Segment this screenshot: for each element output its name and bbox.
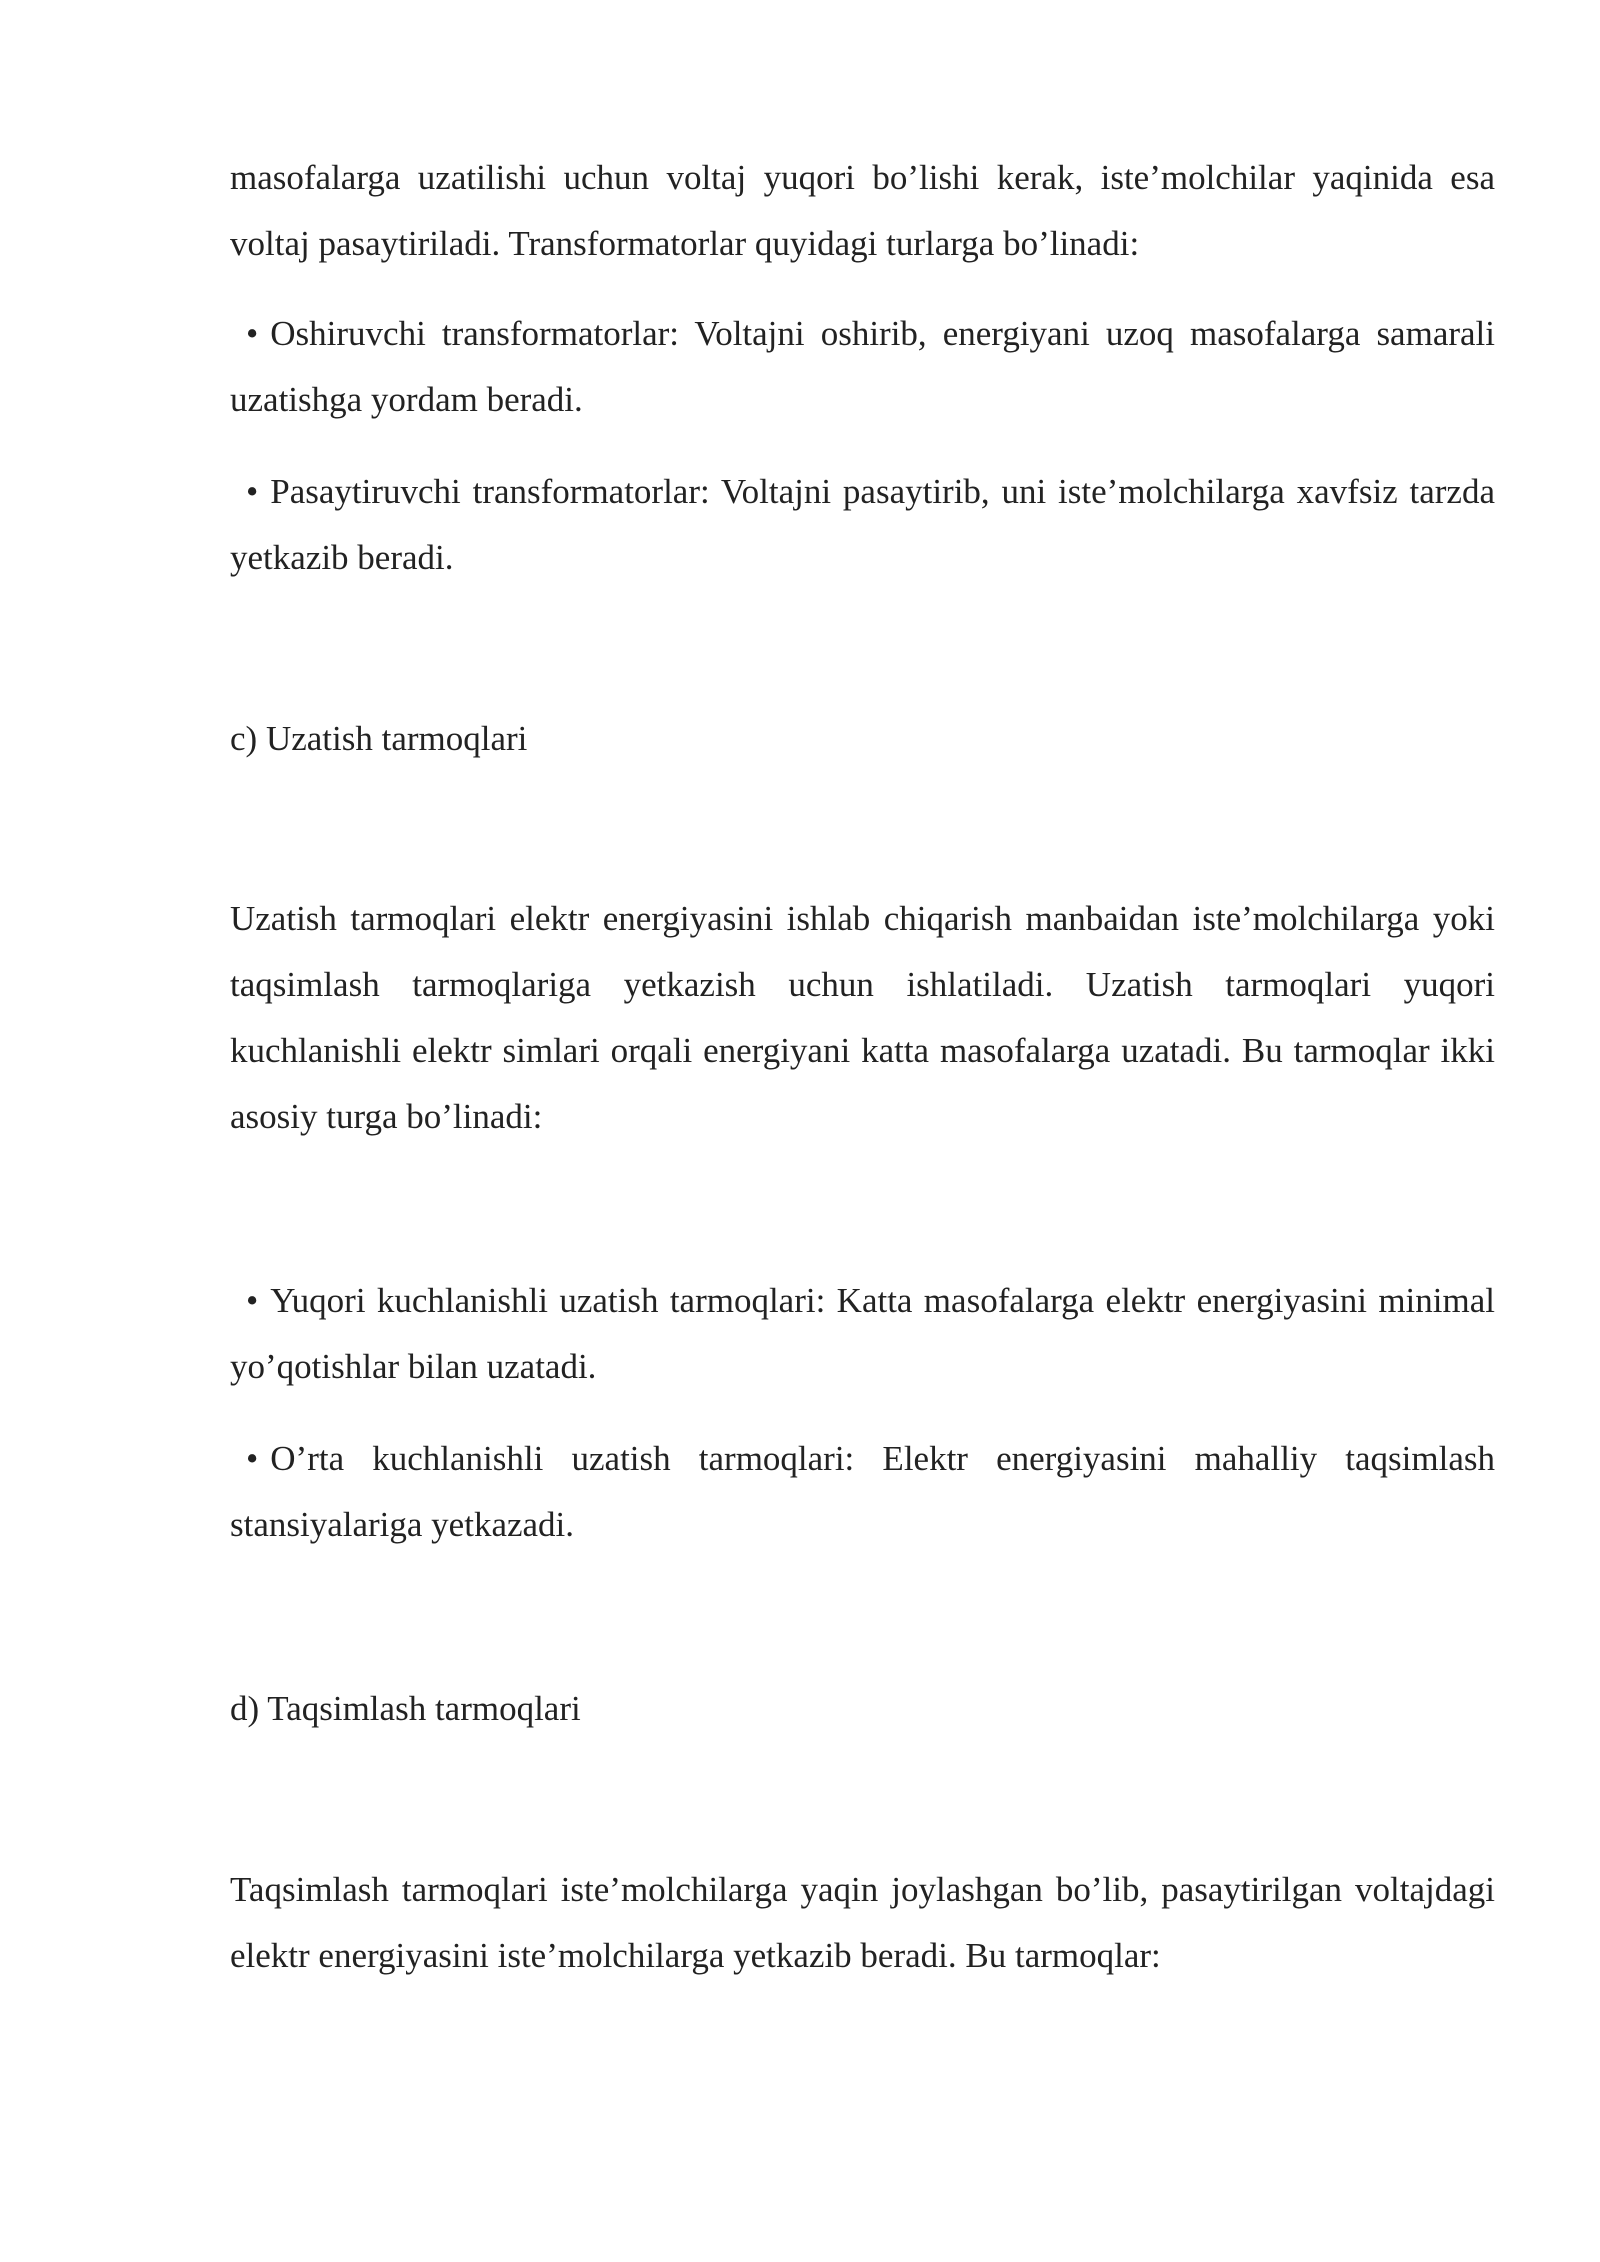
list-item-high-voltage — [230, 1268, 1495, 1400]
paragraph-transformer-intro: masofalarga uzatilishi uchun voltaj yuqori bo’lishi kerak, iste’molchilar yaqinida esa voltaj pasaytiriladi. Transformatorlar quyidagi turlarga bo’linadi: — [230, 158, 1495, 263]
bullet-icon: • — [246, 314, 259, 353]
bullet-icon: • — [246, 1439, 259, 1478]
list-item-step-up-transformers — [230, 301, 1495, 433]
section-heading-transmission: c) Uzatish tarmoqlari — [230, 719, 528, 758]
list-item-text: Pasaytiruvchi transformatorlar: Voltajni pasaytirib, uni iste’molchilarga xavfsiz tarzda yetkazib beradi. — [230, 472, 1495, 577]
paragraph-distribution-networks: Taqsimlash tarmoqlari iste’molchilarga yaqin joylashgan bo’lib, pasaytirilgan voltajdagi elektr energiyasini iste’molchilarga yetkazib beradi. Bu tarmoqlar: — [230, 1870, 1495, 1975]
list-item-text: Oshiruvchi transformatorlar: Voltajni oshirib, energiyani uzoq masofalarga samarali uzatishga yordam beradi. — [230, 314, 1495, 419]
section-heading-distribution: d) Taqsimlash tarmoqlari — [230, 1689, 581, 1728]
bullet-icon: • — [246, 1281, 259, 1320]
list-item-text: O’rta kuchlanishli uzatish tarmoqlari: Elektr energiyasini mahalliy taqsimlash stansiyalariga yetkazadi. — [230, 1439, 1495, 1544]
list-item-step-down-transformers — [230, 459, 1495, 591]
list-item-medium-voltage — [230, 1426, 1495, 1558]
bullet-icon: • — [246, 472, 259, 511]
paragraph-transmission-networks: Uzatish tarmoqlari elektr energiyasini ishlab chiqarish manbaidan iste’molchilarga yoki taqsimlash tarmoqlariga yetkazish uchun ishlatiladi. Uzatish tarmoqlari yuqori kuchlanishli elektr simlari orqali energiyani katta masofalarga uzatadi. Bu tarmoqlar ikki asosiy turga bo’linadi: — [230, 899, 1495, 1136]
list-item-text: Yuqori kuchlanishli uzatish tarmoqlari: Katta masofalarga elektr energiyasini minimal yo’qotishlar bilan uzatadi. — [230, 1281, 1495, 1386]
